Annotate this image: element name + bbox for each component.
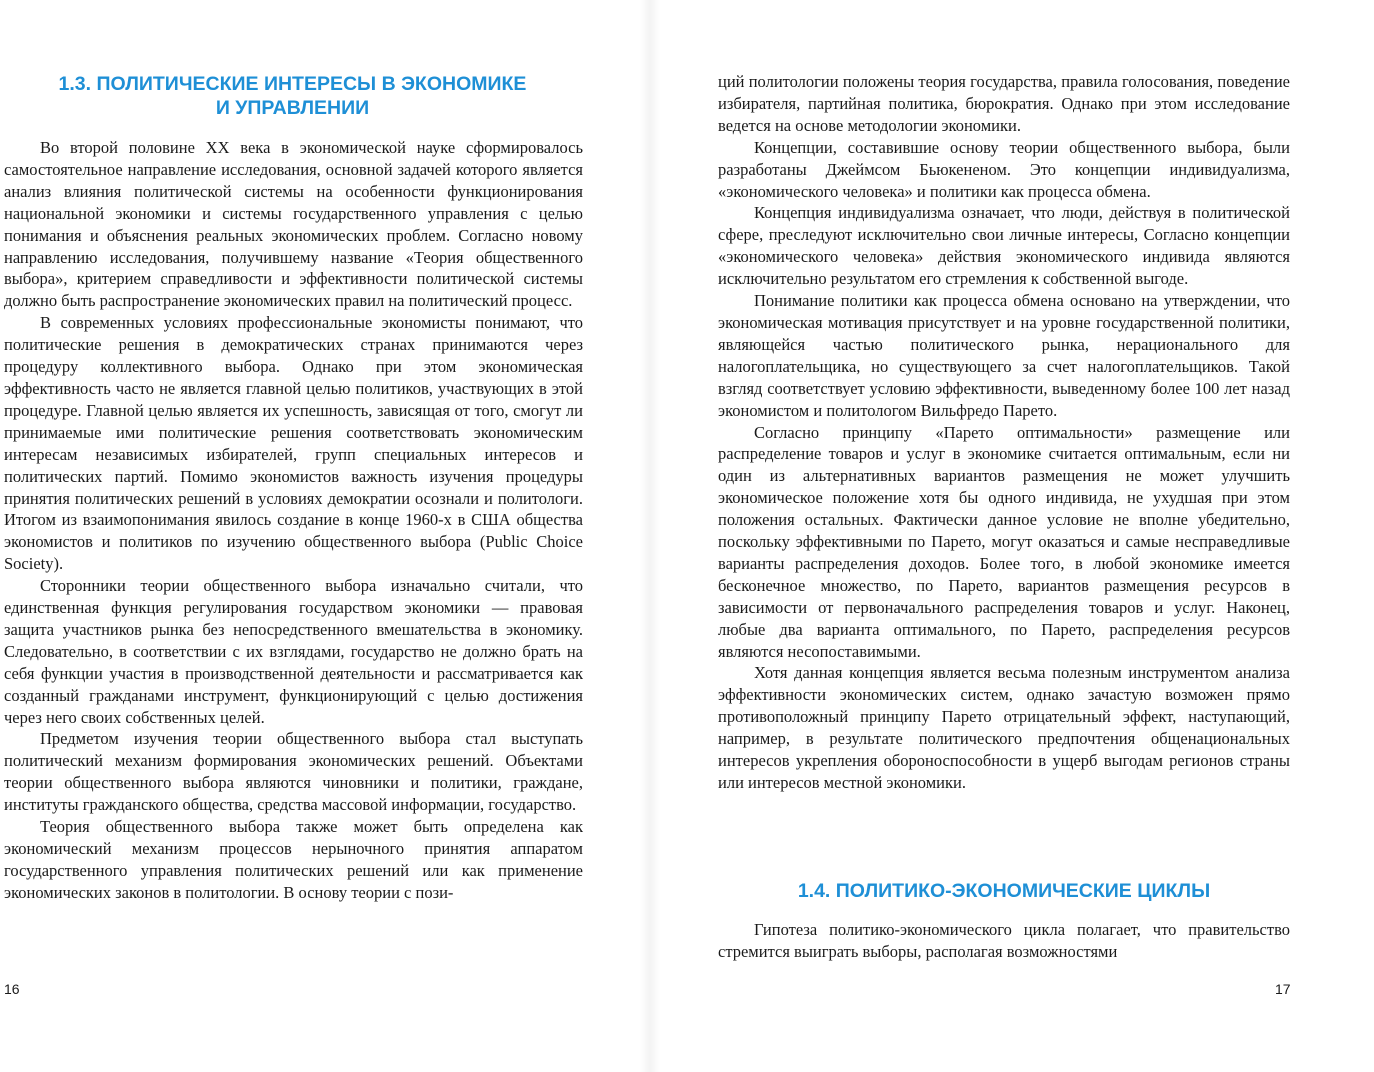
paragraph-continued: ций политологии положены теория государства, правила голосования, поведение избирателя, партийная политика, бюрократия. Однако при этом исследование ведется на основе методологии экономики. — [718, 72, 1290, 135]
right-body-text — [718, 71, 1290, 794]
paragraph: Предметом изучения теории общественного выбора стал выступать политический механизм формирования экономических решений. Объектами теории общественного выбора являются чиновники и политики, граждане, институты гражданского общества, средства массовой информации, государство. — [4, 729, 583, 815]
section-heading-1-3 — [0, 72, 585, 120]
paragraph: Теория общественного выбора также может быть определена как экономический механизм процессов нерыночного принятия аппаратом государственного управления политических решений или как применение экономических законов в политологии. В основу теории с пози- — [4, 817, 583, 902]
paragraph: Понимание политики как процесса обмена основано на утверждении, что экономическая мотивация присутствует и на уровне государственной политики, являющейся частью политического рынка, нерационального для налогоплательщика, но существующего за счет налогоплательщиков. Такой взгляд соответствует условию эффективности, выведенному более 100 лет назад экономистом и политологом Вильфредо Парето. — [718, 291, 1290, 420]
paragraph: Сторонники теории общественного выбора изначально считали, что единственная функция регулирования государством экономики — правовая защита участников рынка без непосредственного вмешательства в экономику. Следовательно, в соответствии с их взглядами, государство не должно брать на себя функции участия в производственной деятельности и рассматривается как созданный гражданами инструмент, функционирующий с целью достижения через него своих собственных целей. — [4, 576, 583, 727]
book-gutter — [640, 0, 660, 1072]
left-body-text — [4, 137, 583, 904]
paragraph: Концепции, составившие основу теории общественного выбора, были разработаны Джеймсом Бьюкененом. Это концепции индивидуализма, «экономического человека» и политики как процесса обмена. — [718, 137, 1290, 201]
paragraph: Концепция индивидуализма означает, что люди, действуя в политической сфере, преследуют исключительно свои личные интересы, Согласно концепции «экономического человека» действия экономического индивида являются исключительно результатом его стремления к собственной выгоде. — [718, 203, 1290, 289]
left-page — [0, 0, 600, 1072]
paragraph: Во второй половине XX века в экономической науке сформировалось самостоятельное направление исследования, основной задачей которого является анализ влияния политической системы на особенности функционирования национальной экономики и системы государственного управления с целью понимания и объяснения реальных экономических проблем. Согласно новому направлению исследования, получившему название «Теория общественного выбора», критерием справедливости и эффективности политической системы должно быть распространение экономических правил на политический процесс. — [4, 138, 583, 311]
paragraph: В современных условиях профессиональные экономисты понимают, что политические решения в демократических странах принимаются через процедуру коллективного выбора. Однако при этом экономическая эффективность часто не является главной целью политиков, участвующих в этой процедуре. Главной целью является их успешность, зависящая от того, смогут ли принимаемые ими политические решения соответствовать экономическим интересам независимых избирателей, групп специальных интересов и политических партий. Помимо экономистов важность изучения процедуры принятия политических решений в условиях демократии осознали и политологи. Итогом из взаимопонимания явилось создание в конце 1960-х в США общества экономистов и политиков по изучению общественного выбора (Public Choice Society). — [4, 313, 583, 574]
right-section-text — [718, 919, 1290, 963]
heading-text: 1.4. ПОЛИТИКО-ЭКОНОМИЧЕСКИЕ ЦИКЛЫ — [797, 880, 1211, 902]
paragraph: Гипотеза политико-экономического цикла полагает, что правительство стремится выиграть выборы, располагая возможностями — [718, 920, 1290, 961]
right-page — [700, 0, 1300, 1072]
page-number-right: 17 — [1275, 981, 1291, 997]
heading-line-1: 1.3. ПОЛИТИЧЕСКИЕ ИНТЕРЕСЫ В ЭКОНОМИКЕ — [58, 73, 527, 95]
section-heading-1-4 — [718, 879, 1290, 903]
page-number-left: 16 — [4, 981, 20, 997]
paragraph: Хотя данная концепция является весьма полезным инструментом анализа эффективности экономических систем, однако зачастую возможен прямо противоположный принципу Парето отрицательный эффект, наступающий, например, в результате политического предпочтения общенациональных интересов укрепления обороноспособности в ущерб выгодам регионов страны или интересов местной экономики. — [718, 663, 1290, 792]
paragraph: Согласно принципу «Парето оптимальности» размещение или распределение товаров и услуг в экономике считается оптимальным, если ни один из альтернативных вариантов размещения не может улучшить экономическое положение хотя бы одного индивида, не ухудшая при этом положения остальных. Фактически данное условие не вполне убедительно, поскольку эффективными по Парето, могут оказаться и самые несправедливые варианты распределения доходов. Более того, в любой экономике имеется бесконечное множество, по Парето, вариантов размещения ресурсов в зависимости от первоначального распределения товаров и услуг. Наконец, любые два варианта оптимального, по Парето, распределения ресурсов являются несопоставимыми. — [718, 422, 1290, 661]
heading-line-2: И УПРАВЛЕНИИ — [215, 97, 370, 119]
